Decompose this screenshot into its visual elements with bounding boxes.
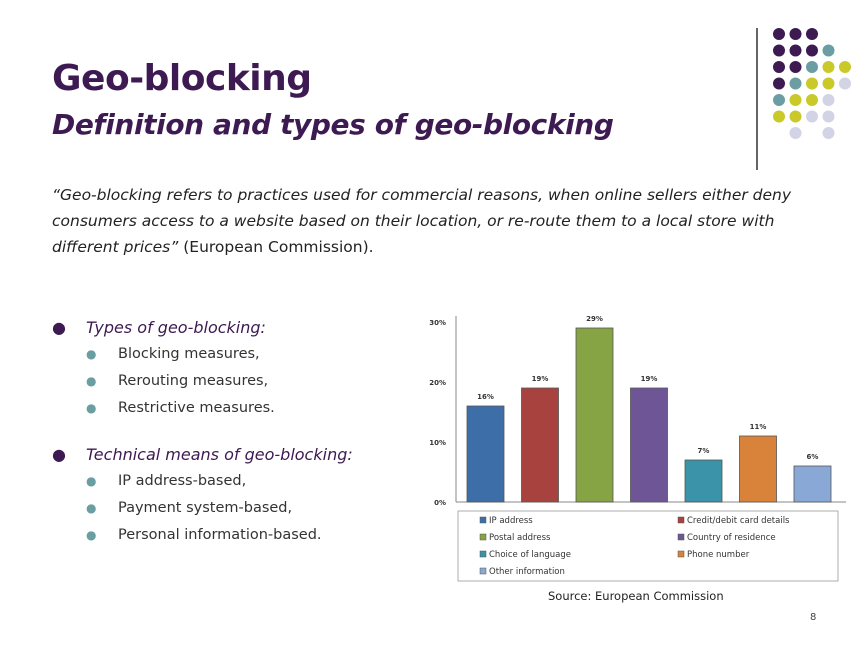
- legend-swatch: [480, 568, 486, 574]
- bullet-item: [52, 495, 392, 522]
- sub-bullet-dot-icon: ●: [86, 474, 97, 488]
- definition-quote: [52, 182, 832, 260]
- legend-label: Postal address: [489, 533, 551, 543]
- bar: [685, 460, 722, 502]
- decorative-dot: [790, 78, 802, 90]
- legend-swatch: [678, 517, 684, 523]
- bar-value-label: 11%: [749, 423, 767, 431]
- bullet-heading-types: [52, 315, 392, 341]
- legend-swatch: [480, 551, 486, 557]
- decorative-dot: [823, 78, 835, 90]
- decorative-dot: [806, 45, 818, 57]
- y-tick-label: 0%: [434, 499, 446, 507]
- decorative-dot: [839, 61, 851, 73]
- bullet-item: [52, 468, 392, 495]
- legend-swatch: [480, 517, 486, 523]
- decorative-dot-pattern: [0, 0, 862, 200]
- decorative-dot: [790, 111, 802, 123]
- bullet-heading-text: Technical means of geo-blocking:: [86, 445, 353, 464]
- decorative-dot: [806, 28, 818, 40]
- decorative-dot: [790, 61, 802, 73]
- legend-label: Country of residence: [687, 533, 776, 543]
- bar-value-label: 6%: [806, 453, 819, 461]
- bar: [576, 328, 613, 502]
- bullet-item: [52, 395, 392, 422]
- slide-subtitle: Definition and types of geo-blocking: [52, 108, 614, 141]
- decorative-dot: [790, 45, 802, 57]
- page-number: 8: [810, 612, 817, 623]
- bar-value-label: 7%: [697, 447, 710, 455]
- bar-value-label: 19%: [531, 375, 549, 383]
- bullet-item-text: Blocking measures,: [118, 346, 260, 362]
- bullet-item-text: Personal information-based.: [118, 527, 322, 543]
- decorative-dot: [823, 111, 835, 123]
- bullet-item-text: Rerouting measures,: [118, 373, 269, 389]
- sub-bullet-dot-icon: ●: [86, 528, 97, 542]
- divider-line: [756, 28, 758, 170]
- source-note: Source: European Commission: [548, 589, 724, 603]
- decorative-dot: [773, 28, 785, 40]
- legend-swatch: [678, 551, 684, 557]
- decorative-dot: [773, 94, 785, 106]
- decorative-dot: [839, 78, 851, 90]
- decorative-dot: [806, 111, 818, 123]
- y-tick-label: 30%: [429, 319, 446, 327]
- decorative-dot: [773, 78, 785, 90]
- legend-swatch: [678, 534, 684, 540]
- bar-value-label: 29%: [586, 315, 603, 323]
- decorative-dot: [806, 61, 818, 73]
- sub-bullet-dot-icon: ●: [86, 401, 97, 415]
- decorative-dot: [773, 61, 785, 73]
- quote-text: “Geo-blocking refers to practices used for commercial reasons, when online sellers either deny consumers access to a website based on their location, or re-route them to a local store with different prices”: [52, 186, 792, 256]
- bullet-dot-icon: ●: [52, 318, 66, 337]
- decorative-dot: [806, 94, 818, 106]
- bullet-dot-icon: ●: [52, 445, 66, 464]
- bar: [740, 436, 777, 502]
- sub-bullet-dot-icon: ●: [86, 501, 97, 515]
- bar-value-label: 19%: [640, 375, 658, 383]
- quote-source: (European Commission).: [178, 238, 374, 256]
- bullet-item: [52, 522, 392, 549]
- legend-swatch: [480, 534, 486, 540]
- decorative-dot: [823, 94, 835, 106]
- bullet-heading-technical: [52, 442, 392, 468]
- decorative-dot: [790, 94, 802, 106]
- decorative-dot: [790, 127, 802, 139]
- sub-bullet-dot-icon: ●: [86, 374, 97, 388]
- decorative-dot: [823, 127, 835, 139]
- decorative-dot: [823, 61, 835, 73]
- geo-blocking-bar-chart: [418, 306, 852, 596]
- bar: [631, 388, 668, 502]
- sub-bullet-dot-icon: ●: [86, 347, 97, 361]
- bullet-item: [52, 341, 392, 368]
- bullet-list: [52, 315, 392, 549]
- bullet-heading-text: Types of geo-blocking:: [86, 318, 266, 337]
- legend-label: IP address: [489, 516, 533, 526]
- y-tick-label: 20%: [429, 379, 446, 387]
- legend-label: Phone number: [687, 550, 750, 560]
- slide-title: Geo-blocking: [52, 58, 312, 99]
- decorative-dot: [773, 45, 785, 57]
- decorative-dot: [806, 78, 818, 90]
- bar: [467, 406, 504, 502]
- legend-label: Credit/debit card details: [687, 516, 790, 526]
- bullet-item-text: IP address-based,: [118, 473, 247, 489]
- bar-value-label: 16%: [477, 393, 494, 401]
- bar: [522, 388, 559, 502]
- y-tick-label: 10%: [429, 439, 446, 447]
- bullet-item-text: Payment system-based,: [118, 500, 293, 516]
- decorative-dot: [823, 45, 835, 57]
- bullet-item-text: Restrictive measures.: [118, 400, 275, 416]
- legend-label: Other information: [489, 567, 565, 577]
- bar: [794, 466, 831, 502]
- bullet-item: [52, 368, 392, 395]
- decorative-dot: [790, 28, 802, 40]
- legend-label: Choice of language: [489, 550, 571, 560]
- decorative-dot: [773, 111, 785, 123]
